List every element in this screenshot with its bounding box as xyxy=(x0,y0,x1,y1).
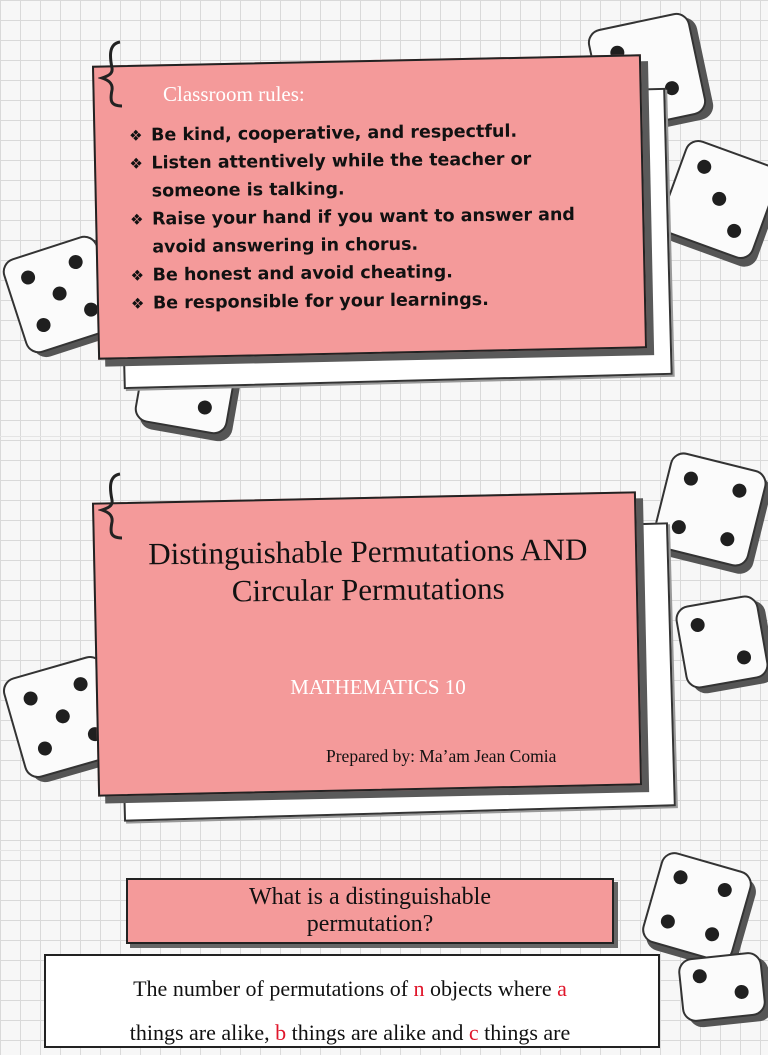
brace-icon xyxy=(98,470,128,540)
variable-a: a xyxy=(557,976,567,1001)
question-text: What is a distinguishable permutation? xyxy=(249,884,491,937)
dice-decoration xyxy=(673,593,768,690)
slide-separator xyxy=(0,436,768,437)
diamond-bullet-icon: ❖ xyxy=(129,126,143,145)
variable-n: n xyxy=(413,976,425,1001)
slide-separator xyxy=(0,850,768,851)
list-item: ❖ Be honest and avoid cheating. xyxy=(130,256,645,289)
rules-heading: Classroom rules: xyxy=(163,82,305,106)
dice-decoration xyxy=(677,951,767,1023)
variable-b: b xyxy=(275,1020,287,1045)
diamond-bullet-icon: ❖ xyxy=(130,266,145,285)
dice-decoration xyxy=(656,136,768,263)
diamond-bullet-icon: ❖ xyxy=(130,294,145,313)
page-title: Distinguishable Permutations AND Circular Permutations xyxy=(148,531,588,609)
subject-label: MATHEMATICS 10 xyxy=(290,675,466,699)
diamond-bullet-icon: ❖ xyxy=(129,210,144,229)
list-item: ❖ Be responsible for your learnings. xyxy=(131,284,646,317)
dice-decoration xyxy=(639,849,755,965)
author-label: Prepared by: Ma’am Jean Comia xyxy=(326,746,557,766)
list-item: ❖ Raise your hand if you want to answer and avoid answering in chorus. xyxy=(129,205,576,258)
rules-list xyxy=(129,116,646,317)
list-item: ❖ Listen attentively while the teacher or someone is talking. xyxy=(129,149,532,202)
list-item: ❖ Be kind, cooperative, and respectful. xyxy=(129,116,644,149)
diamond-bullet-icon: ❖ xyxy=(129,154,143,173)
variable-c: c xyxy=(468,1020,479,1045)
brace-icon xyxy=(98,38,128,108)
definition-text: The number of permutations of n objects where a things are alike, b things are alike and c things are xyxy=(129,976,571,1045)
